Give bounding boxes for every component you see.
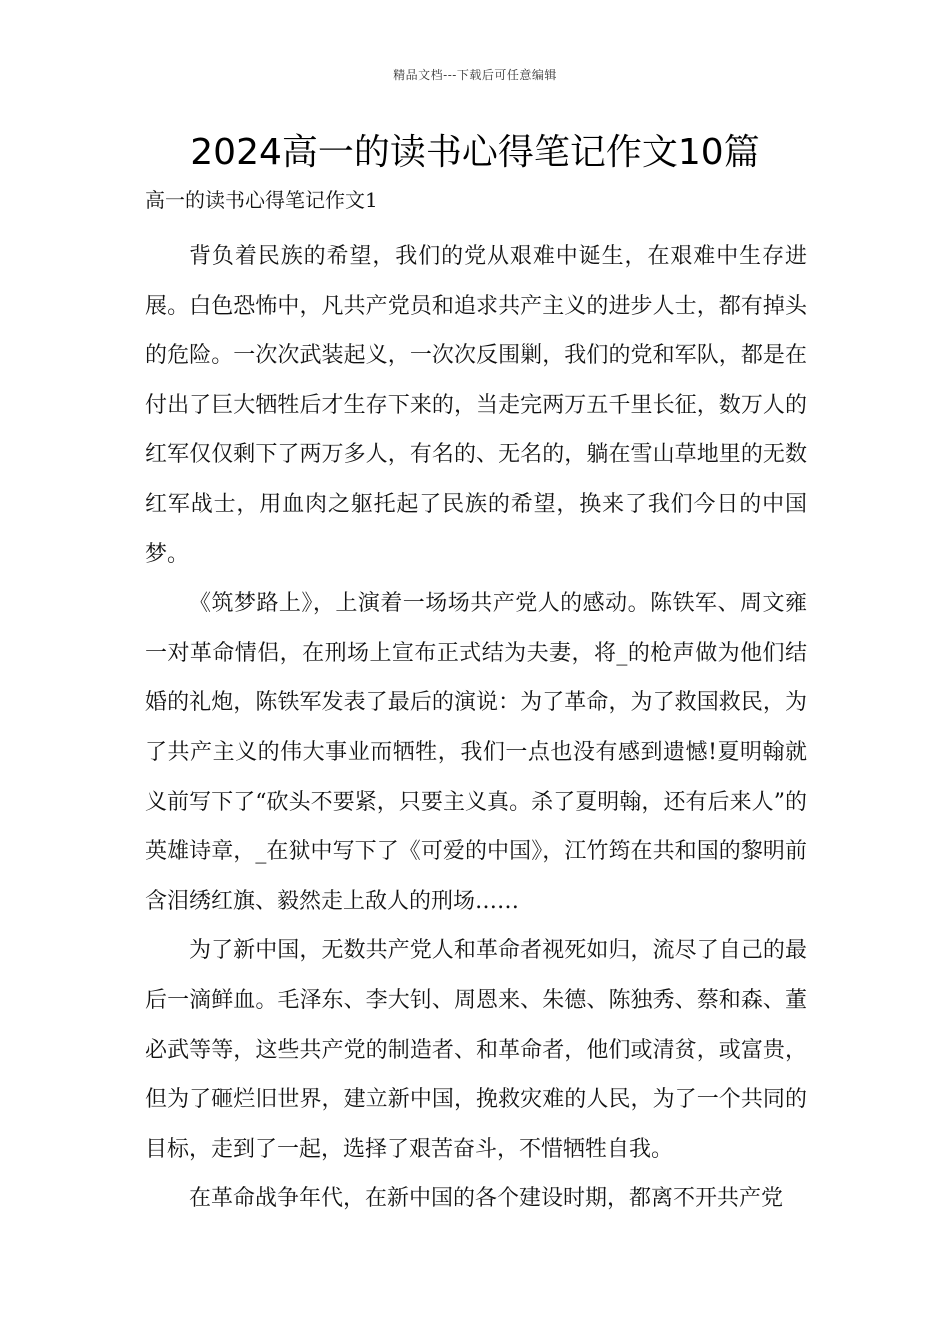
header-note: 精品文档---下载后可任意编辑	[393, 68, 557, 82]
paragraph-1: 背负着民族的希望，我们的党从艰难中诞生，在艰难中生存进展。白色恐怖中，凡共产党员和追求共产主义的进步人士，都有掉头的危险。一次次武装起义，一次次反围剿，我们的党和军队，都是在付出了巨大牺牲后才生存下来的，当走完两万五千里长征，数万人的红军仅仅剩下了两万多人，有名的、无名的，躺在雪山草地里的无数红军战士，用血肉之躯托起了民族的希望，换来了我们今日的中国梦。	[145, 244, 807, 567]
document-title: 2024高一的读书心得笔记作文10篇	[190, 132, 760, 173]
paragraph-4: 在革命战争年代，在新中国的各个建设时期，都离不开共产党	[189, 1186, 784, 1212]
body-text	[145, 232, 807, 1224]
section-title: 高一的读书心得笔记作文1	[145, 188, 378, 212]
paragraph-2: 《筑梦路上》，上演着一场场共产党人的感动。陈铁军、周文雍一对革命情侣，在刑场上宣布正式结为夫妻，将_的枪声做为他们结婚的礼炮，陈铁军发表了最后的演说：为了革命，为了救国救民，为了共产主义的伟大事业而牺牲，我们一点也没有感到遗憾!夏明翰就义前写下了“砍头不要紧，只要主义真。杀了夏明翰，还有后来人”的英雄诗章，_在狱中写下了《可爱的中国》，江竹筠在共和国的黎明前含泪绣红旗、毅然走上敌人的刑场……	[145, 591, 807, 914]
paragraph-3: 为了新中国，无数共产党人和革命者视死如归，流尽了自己的最后一滴鲜血。毛泽东、李大钊、周恩来、朱德、陈独秀、蔡和森、董必武等等，这些共产党的制造者、和革命者，他们或清贫，或富贵，但为了砸烂旧世界，建立新中国，挽救灾难的人民，为了一个共同的目标，走到了一起，选择了艰苦奋斗，不惜牺牲自我。	[145, 938, 807, 1162]
